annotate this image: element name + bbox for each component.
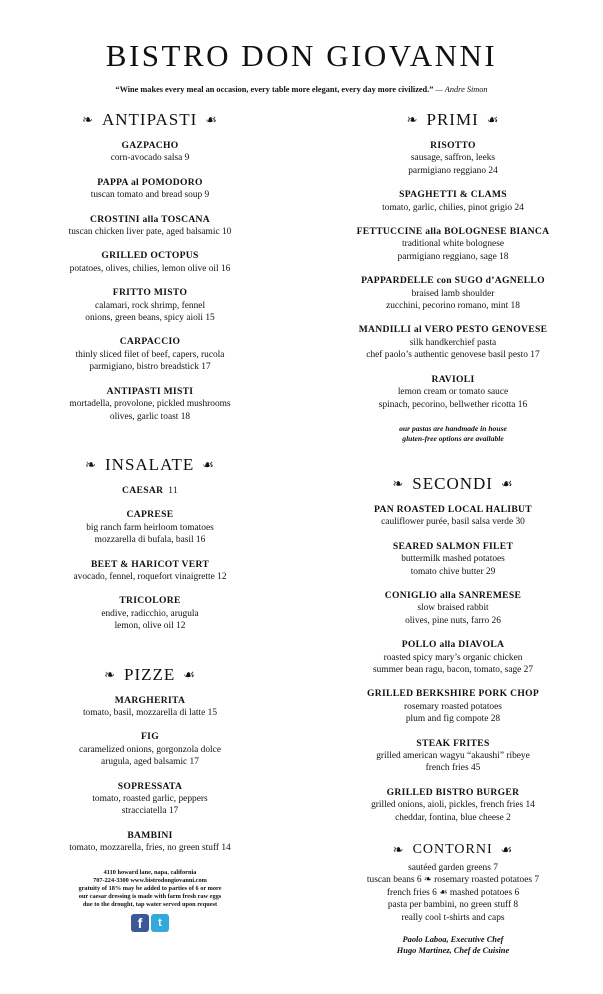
item-name: [0, 509, 300, 521]
item-name: [0, 595, 300, 607]
item-name-text: GRILLED BISTRO BURGER: [386, 786, 520, 798]
item-name: [303, 504, 603, 516]
menu-item: [0, 781, 300, 818]
chefs: [303, 934, 603, 956]
menu-item: [0, 509, 300, 546]
section-title: SECONDI: [412, 473, 493, 493]
info-line: due to the drought, tap water served upon request: [82, 901, 218, 909]
item-name-text: MARGHERITA: [114, 694, 186, 706]
tagline: [0, 85, 603, 94]
item-name: [0, 386, 300, 398]
item-name-text: PAN ROASTED LOCAL HALIBUT: [374, 503, 532, 515]
menu-item: [0, 386, 300, 423]
note-line: gluten-free options are available: [402, 433, 504, 443]
item-description: zucchini, pecorino romano, mint 18: [386, 301, 520, 312]
item-name-text: BEET & HARICOT VERT: [90, 558, 210, 570]
ornament-left-icon: ❧: [104, 666, 116, 682]
item-name: [0, 287, 300, 299]
item-description: calamari, rock shrimp, fennel: [94, 300, 206, 311]
menu-item: [0, 214, 300, 239]
ornament-right-icon: ☙: [500, 842, 514, 858]
item-price: 11: [168, 485, 178, 496]
twitter-icon[interactable]: t: [151, 914, 169, 932]
item-name-text: MANDILLI al VERO PESTO GENOVESE: [358, 324, 548, 336]
item-description: lemon cream or tomato sauce: [397, 387, 509, 398]
menu-item: [0, 695, 300, 720]
menu-item: [0, 485, 300, 497]
secondi-list: [303, 504, 603, 824]
item-name-text: FIG: [141, 731, 159, 743]
menu-item: [303, 324, 603, 361]
item-name: [303, 189, 603, 201]
item-description: cheddar, fontina, blue cheese 2: [395, 812, 511, 823]
item-description: traditional white bolognese: [401, 239, 505, 250]
item-name-text: TRICOLORE: [119, 595, 181, 607]
menu-item: [303, 504, 603, 529]
item-description: lemon, olive oil 12: [114, 621, 186, 632]
item-name-text: CROSTINI alla TOSCANA: [89, 213, 211, 225]
item-description: endive, radicchio, arugula: [101, 608, 199, 619]
section-title: ANTIPASTI: [101, 110, 198, 129]
item-name-text: GRILLED OCTOPUS: [101, 250, 199, 262]
menu-item: [303, 189, 603, 214]
item-description: onions, green beans, spicy aioli 15: [85, 313, 215, 324]
item-description: tuscan chicken liver pate, aged balsamic 10: [68, 227, 232, 238]
item-description: plum and fig compote 28: [405, 714, 501, 725]
item-description: rosemary roasted potatoes: [404, 701, 502, 712]
info-line: 707-224-3300 www.bistrodongiovanni.com: [93, 876, 207, 884]
item-description: corn-avocado salsa 9: [110, 153, 190, 164]
menu-item: [0, 595, 300, 632]
note-line: our pastas are handmade in house: [399, 423, 507, 433]
item-name: [303, 324, 603, 336]
ornament-right-icon: ☙: [205, 112, 218, 127]
item-description: parmigiano, bistro breadstick 17: [89, 362, 211, 373]
menu-item: [303, 738, 603, 775]
item-description: cauliflower purée, basil salsa verde 30: [381, 517, 525, 528]
item-name-text: CARPACCIO: [119, 336, 181, 348]
item-description: chef paolo’s authentic genovese basil pesto 17: [366, 350, 540, 361]
item-name-text: SOPRESSATA: [117, 780, 183, 792]
menu-item: [0, 177, 300, 202]
item-description: spinach, pecorino, bellwether ricotta 16: [378, 399, 528, 410]
item-description: big ranch farm heirloom tomatoes: [86, 522, 214, 533]
primi-list: [303, 140, 603, 411]
menu-item: [303, 639, 603, 676]
left-column: [0, 108, 300, 932]
facebook-icon[interactable]: f: [131, 914, 149, 932]
item-name-text: BAMBINI: [127, 829, 173, 841]
item-name-text: CAESAR: [122, 484, 164, 496]
section-title: PIZZE: [123, 664, 176, 684]
chef-de-cuisine: Hugo Martinez, Chef de Cuisine: [396, 946, 510, 956]
menu-item: [0, 731, 300, 768]
section-insalate: [0, 453, 300, 477]
item-description: roasted spicy mary’s organic chicken: [383, 652, 523, 663]
item-name: [303, 374, 603, 386]
item-name: [0, 830, 300, 842]
contorni-line: french fries 6 ☙ mashed potatoes 6: [386, 887, 520, 898]
item-name-text: PAPPA al POMODORO: [97, 176, 203, 188]
item-name: [0, 485, 300, 497]
menu-item: [0, 559, 300, 584]
item-description: sausage, saffron, leeks: [410, 153, 496, 164]
info-line: gratuity of 18% may be added to parties of 6 or more: [78, 885, 222, 893]
item-description: parmigiano reggiano, sage 18: [397, 251, 509, 262]
item-name-text: POLLO alla DIAVOLA: [401, 639, 505, 651]
item-description: slow braised rabbit: [417, 603, 489, 614]
item-name-text: FRITTO MISTO: [112, 287, 188, 299]
item-description: parmigiano reggiano 24: [408, 165, 498, 176]
item-name: [303, 140, 603, 152]
ornament-right-icon: ☙: [486, 112, 500, 127]
item-description: tomato, roasted garlic, peppers: [92, 794, 208, 804]
item-description: caramelized onions, gorgonzola dolce: [79, 744, 221, 755]
menu-item: [303, 275, 603, 312]
section-primi: [303, 108, 603, 132]
item-name: [0, 781, 300, 793]
ornament-left-icon: ❧: [392, 475, 405, 491]
item-name: [0, 177, 300, 189]
menu-item: [303, 140, 603, 177]
menu-item: [0, 250, 300, 275]
item-name-text: STEAK FRITES: [416, 737, 490, 749]
item-name: [0, 731, 300, 743]
contorni-line: tuscan beans 6 ❧ rosemary roasted potatoes 7: [366, 875, 540, 886]
pizze-list: [0, 695, 300, 855]
item-description: buttermilk mashed potatoes: [401, 554, 505, 565]
contorni-line: really cool t-shirts and caps: [401, 912, 505, 923]
menu-item: [0, 140, 300, 165]
item-name: [303, 688, 603, 700]
menu-item: [303, 590, 603, 627]
menu-item: [0, 287, 300, 324]
item-description: stracciatella 17: [121, 806, 179, 817]
insalate-list: [0, 485, 300, 633]
quote-text: “Wine makes every meal an occasion, every table more elegant, every day more civilized.”: [115, 85, 434, 94]
section-pizze: [0, 663, 300, 687]
item-name-text: GRILLED BERKSHIRE PORK CHOP: [366, 688, 540, 700]
item-name: [0, 140, 300, 152]
menu-item: [303, 226, 603, 263]
item-name-text: PAPPARDELLE con SUGO d’AGNELLO: [361, 275, 545, 287]
section-title: CONTORNI: [412, 842, 493, 858]
item-description: avocado, fennel, roquefort vinaigrette 12: [73, 571, 227, 582]
contorni-line: sautéed garden greens 7: [408, 863, 498, 874]
item-name-text: ANTIPASTI MISTI: [106, 385, 194, 397]
item-name-text: CONIGLIO alla SANREMESE: [384, 589, 522, 601]
menu-item: [303, 374, 603, 411]
menu-item: [303, 541, 603, 578]
item-name-text: CAPRESE: [126, 509, 174, 521]
section-title: PRIMI: [426, 110, 479, 129]
menu-item: [0, 830, 300, 855]
item-description: braised lamb shoulder: [411, 288, 495, 299]
item-name: [303, 738, 603, 750]
item-description: olives, pine nuts, farro 26: [405, 615, 501, 626]
ornament-left-icon: ❧: [85, 456, 98, 472]
item-description: tomato, basil, mozzarella di latte 15: [82, 707, 218, 718]
ornament-left-icon: ❧: [82, 112, 94, 127]
item-description: tomato, garlic, chilies, pinot grigio 24: [382, 202, 524, 213]
item-name: [303, 226, 603, 238]
restaurant-title: BISTRO DON GIOVANNI: [105, 38, 498, 73]
contorni-line: pasta per bambini, no green stuff 8: [387, 900, 519, 911]
contorni-list: [303, 862, 603, 924]
right-column: [303, 108, 603, 956]
item-description: mozzarella di bufala, basil 16: [94, 535, 206, 546]
info-line: 4110 howard lane, napa, california: [103, 868, 197, 876]
item-name-text: RAVIOLI: [431, 373, 475, 385]
item-name-text: FETTUCCINE alla BOLOGNESE BIANCA: [356, 226, 550, 238]
section-secondi: [303, 472, 603, 496]
item-description: summer bean ragu, bacon, tomato, sage 27: [372, 664, 534, 675]
item-description: thinly sliced filet of beef, capers, rucola: [75, 349, 225, 360]
item-name-text: GAZPACHO: [121, 140, 179, 151]
ornament-left-icon: ❧: [406, 112, 419, 127]
quote-author: — Andre Simon: [435, 85, 488, 94]
item-description: tuscan tomato and bread soup 9: [90, 190, 210, 201]
item-name: [0, 695, 300, 707]
item-name: [0, 250, 300, 262]
ornament-right-icon: ☙: [202, 456, 215, 472]
item-description: olives, garlic toast 18: [109, 411, 191, 422]
menu-item: [303, 787, 603, 824]
ornament-right-icon: ☙: [500, 475, 514, 491]
item-description: grilled onions, aioli, pickles, french fries 14: [371, 800, 535, 811]
item-description: potatoes, olives, chilies, lemon olive oil 16: [69, 263, 231, 274]
item-description: tomato chive butter 29: [410, 566, 496, 577]
social-links: [0, 914, 300, 932]
executive-chef: Paolo Laboa, Executive Chef: [402, 935, 504, 945]
item-name: [303, 275, 603, 287]
item-description: french fries 45: [425, 763, 481, 774]
menu-item: [303, 688, 603, 725]
item-description: grilled american wagyu “akaushi” ribeye: [376, 751, 530, 761]
antipasti-list: [0, 140, 300, 423]
section-contorni: [303, 840, 603, 860]
item-name: [303, 541, 603, 553]
item-description: mortadella, provolone, pickled mushrooms: [69, 399, 231, 410]
item-name: [303, 787, 603, 799]
item-name-text: SPAGHETTI & CLAMS: [399, 189, 507, 201]
ornament-left-icon: ❧: [392, 842, 405, 858]
item-description: silk handkerchief pasta: [409, 337, 497, 348]
item-description: tomato, mozzarella, fries, no green stuff 14: [69, 843, 231, 854]
item-name: [0, 336, 300, 348]
item-name: [0, 214, 300, 226]
item-name: [0, 559, 300, 571]
ornament-right-icon: ☙: [183, 666, 196, 682]
item-name-text: RISOTTO: [430, 140, 476, 151]
item-name: [303, 590, 603, 602]
pasta-note: [303, 424, 603, 444]
item-description: arugula, aged balsamic 17: [101, 757, 199, 768]
item-name: [303, 639, 603, 651]
restaurant-info: [0, 869, 300, 910]
section-antipasti: [0, 108, 300, 132]
section-title: INSALATE: [105, 454, 195, 474]
info-line: our caesar dressing is made with farm fresh raw eggs: [78, 893, 222, 901]
item-name-text: SEARED SALMON FILET: [392, 540, 514, 552]
menu-item: [0, 336, 300, 373]
